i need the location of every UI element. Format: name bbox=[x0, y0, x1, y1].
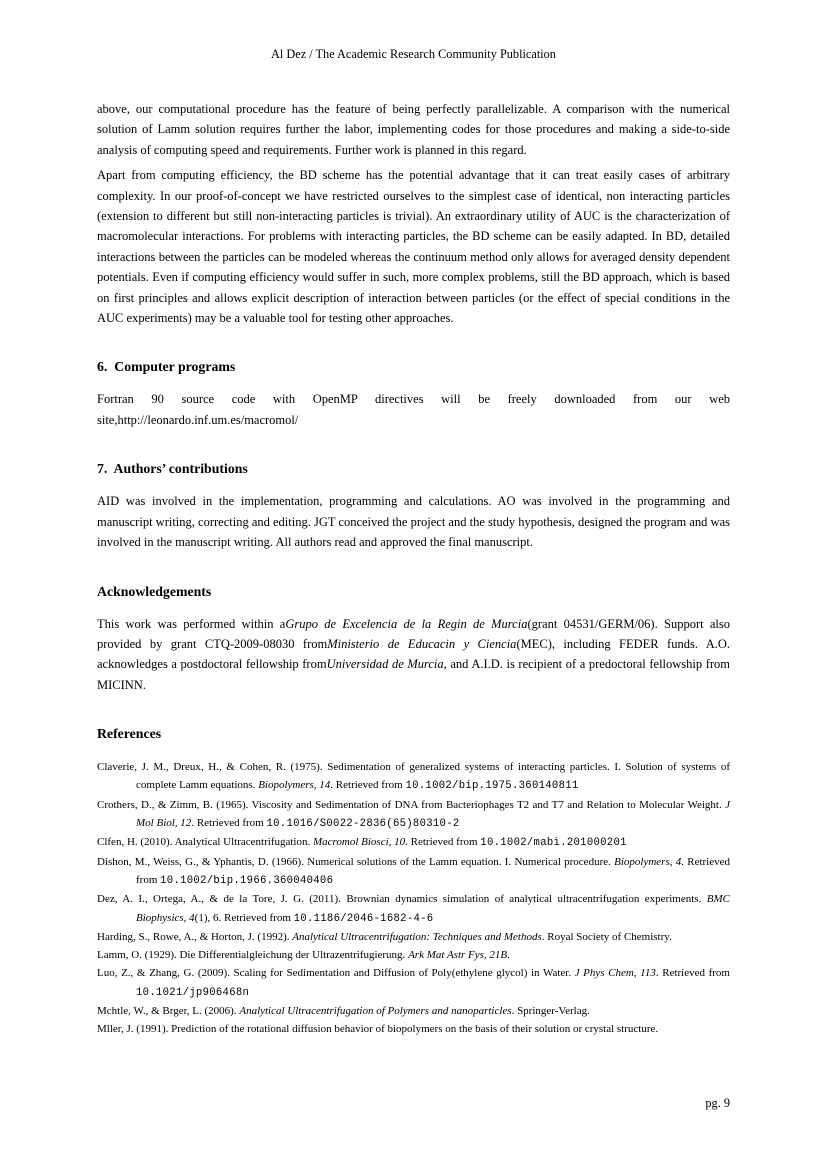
plain-text: (MEC), including FEDER funds. A.O. acknowledges a postdoctoral fellowship from bbox=[97, 636, 731, 672]
plain-text: Mller, J. (1991). Prediction of the rotational diffusion behavior of biopolymers on the basis of their solution or crystal structure. bbox=[97, 1023, 659, 1036]
plain-text: Mchtle, W., & Brger, L. (2006). bbox=[97, 1004, 240, 1017]
page-number: pg. 9 bbox=[705, 1096, 730, 1110]
plain-text: Lamm, O. (1929). Die Differentialgleichung der Ultrazentrifugierung. bbox=[97, 949, 409, 962]
italic-text: Universidad de Murcia bbox=[326, 657, 444, 672]
italic-text: Analytical Ultracentrifugation of Polymers and nanoparticles bbox=[239, 1004, 512, 1017]
paragraph-authors-contributions: AID was involved in the implementation, programming and calculations. AO was involved in the programming and manuscript writing, correcting and editing. JGT conceived the project and the study hypothesis, designed the program and was involved in the manuscript writing. All authors read and approved the final manuscript. bbox=[97, 494, 730, 550]
italic-text: Macromol Biosci, 10 bbox=[312, 836, 406, 849]
doi-text: 10.1186/2046-1682-4-6 bbox=[293, 912, 434, 925]
italic-text: Ark Mat Astr Fys, 21B bbox=[408, 949, 508, 962]
italic-text: BMC Biophysics, 4 bbox=[136, 893, 730, 924]
doi-text: 10.1002/mabi.201000201 bbox=[480, 837, 627, 850]
references-list bbox=[97, 758, 730, 1038]
section-heading-acknowledgements: Acknowledgements bbox=[97, 583, 212, 599]
doi-text: 10.1002/bip.1966.360040406 bbox=[160, 874, 334, 887]
section-heading-authors-contributions: 7. Authors’ contributions bbox=[97, 461, 248, 477]
doi-text: 10.1002/bip.1975.360140811 bbox=[405, 780, 579, 793]
plain-text: (1), 6. Retrieved from bbox=[194, 911, 294, 924]
plain-text: Harding, S., Rowe, A., & Horton, J. (1992). bbox=[97, 930, 293, 943]
reference-entry bbox=[97, 946, 730, 964]
paragraph-bd-scheme: Apart from computing efficiency, the BD scheme has the potential advantage that it can treat easily cases of arbitrary complexity. In our proof-of-concept we have restricted ourselves to the simplest case of identical, non interacting particles (extension to different but still non-interacting particles is trivial). An extraordinary utility of AUC is the characterization of macromolecular interactions. For problems with interacting particles, the BD scheme can be easily adapted. In BD, detailed interactions between the particles can be modeled whereas the continuum method only allows for averaged density dependent potentials. Even if computing efficiency would suffer in such, more complex problems, still the BD approach, which is based on first principles and allows explicit description of interaction between particles (or the effect of special conditions in the AUC experiments) may be a valuable tool for testing other approaches. bbox=[97, 168, 730, 326]
plain-text: Dez, A. I., Ortega, A., & de la Tore, J. G. (2011). Brownian dynamics simulation of analytical ultracentrifugation experiments. bbox=[97, 893, 707, 906]
doi-text: 10.1016/S0022-2836(65)80310-2 bbox=[266, 818, 460, 831]
section-heading-references: References bbox=[97, 726, 162, 742]
italic-text: Analytical Ultracentrifugation: Techniques and Methods bbox=[292, 930, 542, 943]
italic-text: Ministerio de Educacin y Ciencia bbox=[327, 636, 517, 651]
plain-text: Clfen, H. (2010). Analytical Ultracentrifugation. bbox=[97, 836, 313, 849]
italic-text: Biopolymers, 14 bbox=[258, 779, 331, 792]
plain-text: This work was performed within a bbox=[97, 616, 286, 631]
page-body bbox=[97, 99, 730, 1039]
reference-entry bbox=[97, 928, 730, 946]
plain-text: . Royal Society of Chemistry. bbox=[541, 930, 672, 943]
plain-text: . Retrieved from bbox=[655, 967, 730, 980]
paragraph-parallelizable-continuation: above, our computational procedure has the feature of being perfectly parallelizable. A comparison with the numerical solution of Lamm solution requires further the labor, implementing codes for those procedures and making a side-to-side analysis of computing speed and requirements. Further work is planned in this regard. bbox=[97, 102, 730, 157]
plain-text: , and A.I.D. is recipient of a predoctoral fellowship from MICINN. bbox=[97, 657, 731, 692]
doi-text: 10.1021/jp906468n bbox=[136, 986, 250, 999]
plain-text: . Retrieved from bbox=[405, 836, 481, 849]
plain-text: . Retrieved from bbox=[136, 855, 730, 886]
plain-text: Claverie, J. M., Dreux, H., & Cohen, R. (1975). Sedimentation of generalized systems of interacting particles. I. Solution of systems of complete Lamm equations. bbox=[97, 761, 730, 792]
reference-entry bbox=[97, 833, 730, 852]
plain-text: (grant 04531/GERM/06). Support also provided by grant CTQ-2009-08030 from bbox=[97, 616, 731, 651]
section-heading-computer-programs: 6. Computer programs bbox=[97, 359, 236, 375]
reference-entry bbox=[97, 758, 730, 796]
plain-text: . Retrieved from bbox=[330, 779, 406, 792]
reference-entry bbox=[97, 796, 730, 834]
italic-text: J Mol Biol, 12 bbox=[136, 798, 730, 830]
running-header-text: Al Dez / The Academic Research Community Publication bbox=[271, 47, 556, 61]
page-footer bbox=[705, 1096, 730, 1111]
reference-entry bbox=[97, 964, 730, 1002]
plain-text: . Retrieved from bbox=[191, 817, 267, 830]
paragraph-computer-programs: Fortran 90 source code with OpenMP directives will be freely downloaded from our web site,http://leonardo.inf.um.es/macromol/ bbox=[97, 392, 730, 427]
running-header bbox=[97, 47, 730, 62]
italic-text: J Phys Chem, 113 bbox=[574, 967, 656, 980]
reference-entry bbox=[97, 853, 730, 891]
plain-text: Dishon, M., Weiss, G., & Yphantis, D. (1966). Numerical solutions of the Lamm equation. I. Numerical procedure. bbox=[97, 855, 615, 868]
plain-text: . bbox=[507, 949, 510, 962]
plain-text: Luo, Z., & Zhang, G. (2009). Scaling for Sedimentation and Diffusion of Poly(ethylene glycol) in Water. bbox=[97, 967, 575, 980]
italic-text: Biopolymers, 4 bbox=[614, 855, 682, 868]
reference-entry bbox=[97, 890, 730, 928]
reference-entry bbox=[97, 1002, 730, 1020]
plain-text: . Springer-Verlag. bbox=[511, 1004, 590, 1017]
reference-entry bbox=[97, 1020, 730, 1038]
paragraph-acknowledgements bbox=[97, 614, 730, 696]
plain-text: Crothers, D., & Zimm, B. (1965). Viscosity and Sedimentation of DNA from Bacteriophages T2 and T7 and Relation to Molecular Weight. bbox=[97, 798, 726, 811]
italic-text: Grupo de Excelencia de la Regin de Murcia bbox=[285, 616, 528, 631]
